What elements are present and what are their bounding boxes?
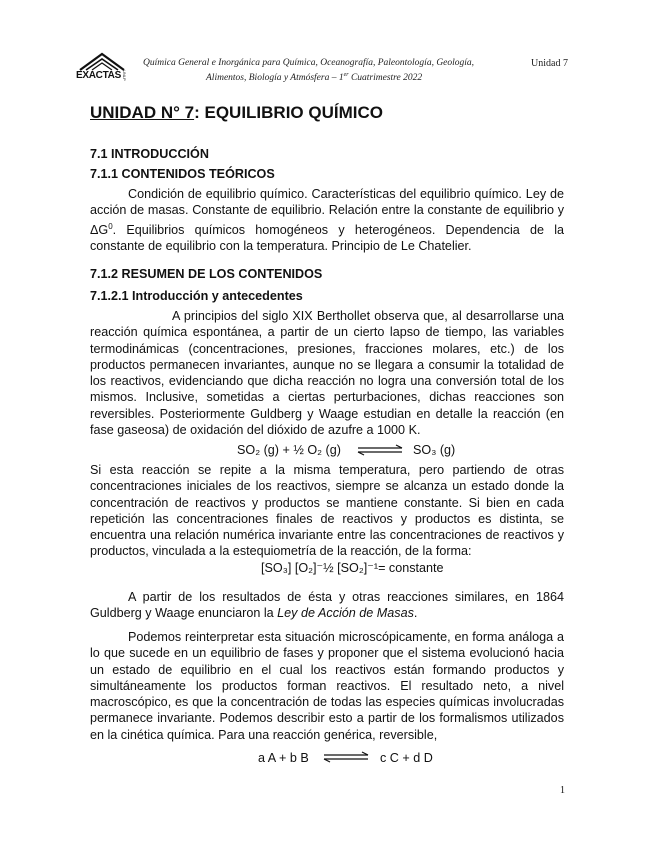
equation-3-right: c C + d D [380,751,433,765]
section-heading-7-1: 7.1 INTRODUCCIÓN [90,147,209,161]
equilibrium-arrow-icon [356,443,404,457]
header-unit-label: Unidad 7 [531,58,568,69]
logo-text: EXACTAS [76,70,121,81]
section-heading-7-1-1: 7.1.1 CONTENIDOS TEÓRICOS [90,167,275,181]
equation-2: [SO₃] [O₂]⁻½ [SO₂]⁻¹= constante [261,561,444,575]
paragraph-contenidos: Condición de equilibrio químico. Características del equilibrio químico. Ley de acción de masas. Constante de equilibrio. Relación entre la constante de equilibrio y $\Delta G^0$. Equilibrios químicos homogéneos y heterogéneos. Dependencia de la constante de equilibrio con la temperatura. Principio de Le Chatelier. [90,187,564,254]
logo-arch-icon [76,50,128,72]
page-number: 1 [560,785,565,796]
equation-3-left: a A + b B [258,751,309,765]
page-title: UNIDAD N° 7: EQUILIBRIO QUÍMICO [90,103,383,122]
section-heading-7-1-2: 7.1.2 RESUMEN DE LOS CONTENIDOS [90,267,323,281]
paragraph-microscopico: Podemos reinterpretar esta situación microscópicamente, en forma análoga a lo que sucede en un equilibrio de fases y proponer que el sistema evolucionó hacia un estado de equilibrio en el cual los reactivos están formando productos y simultáneamente los productos forman reactivos. El resultado neto, a nivel macroscópico, es que la concentración de todas las especies químicas involucradas permanece invariante. Podemos describir esto a partir de los formalismos utilizados en la cinética química. Para una reacción genérica, reversible, [90,630,564,742]
logo-sub: UNLP [122,70,127,81]
paragraph-antecedentes: A principios del siglo XIX Berthollet observa que, al desarrollarse una reacción química espontánea, a partir de un cierto lapso de tiempo, las variables termodinámicas (concentraciones, presiones, fracciones molares, etc.) de los productos permanecen invariantes, aunque no se llegara a consumir la totalidad de los reactivos, evidenciando que dicha reacción no logra una conversión total de los mismos. Inclusive, sometidas a ciertas perturbaciones, dichas reacciones son reversibles. Posteriormente Guldberg y Waage estudian en detalle la reacción (en fase gaseosa) de oxidación del dióxido de azufre a 1000 K. [90,309,564,438]
section-heading-7-1-2-1: 7.1.2.1 Introducción y antecedentes [90,289,303,303]
equation-1-left: SO₂ (g) + ½ O₂ (g) [237,443,341,457]
header-course-line2: Alimentos, Biología y Atmósfera – 1er Cuatrimestre 2022 [206,72,423,84]
exactas-logo [76,50,128,86]
paragraph-reaccion: Si esta reacción se repite a la misma temperatura, pero partiendo de otras concentraciones iniciales de los reactivos, siempre se alcanza un estado donde la concentración de reactivos y productos se mantiene constante. Si bien en cada repetición las concentraciones finales de reactivos y productos es distinta, se encuentra una relación numérica invariante entre las concentraciones de reactivos y productos, vinculada a la estequiometría de la reacción, de la forma: [90,463,564,559]
equilibrium-arrow-icon [322,750,370,764]
equation-1-right: SO₃ (g) [413,443,456,457]
header-course-line1: Química General e Inorgánica para Química, Oceanografía, Paleontología, Geología, [143,58,475,68]
paragraph-ley-accion: A partir de los resultados de ésta y otras reacciones similares, en 1864 Guldberg y Waage enunciaron la Ley de Acción de Masas. [90,590,564,621]
